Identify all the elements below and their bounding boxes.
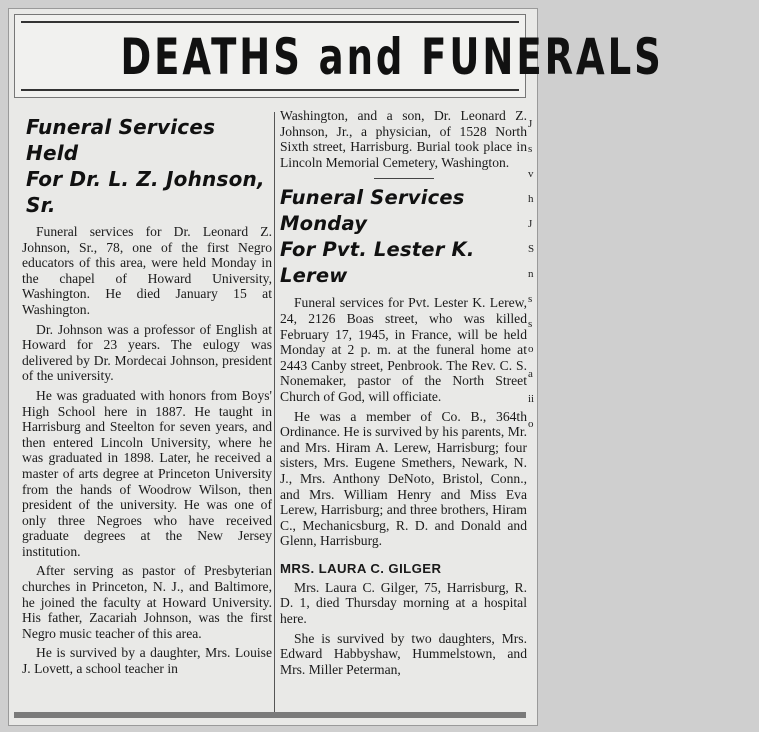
edge-fragment: s <box>528 293 533 305</box>
masthead-bottom-rule <box>21 89 519 91</box>
lerew-paragraph-1: Funeral services for Pvt. Lester K. Lerew, 24, 2126 Boas street, who was killed February 17, 1945, in France, will be held Monday at 2 p. m. at the funeral home at 2443 Canby street, Penbrook. The Rev. C. S. Nonemaker, pastor of the North Street Church of God, will officiate. <box>280 295 527 404</box>
gilger-paragraph-2: She is survived by two daughters, Mrs. Edward Habbyshaw, Hummelstown, and Mrs. Miller Peterman, <box>280 630 527 677</box>
edge-fragment: s <box>528 143 533 155</box>
masthead-top-rule <box>21 21 519 23</box>
johnson-paragraph-2: Dr. Johnson was a professor of English at Howard for 23 years. The eulogy was delivered by Dr. Mordecai Johnson, president of the university. <box>22 321 272 384</box>
masthead-title-text: DEATHS and FUNERALS <box>120 28 664 86</box>
johnson-paragraph-5: He is survived by a daughter, Mrs. Louise J. Lovett, a school teacher in <box>22 645 272 677</box>
edge-fragment: n <box>528 268 534 280</box>
lerew-headline-line2: For Pvt. Lester K. Lerew <box>280 238 475 288</box>
edge-fragment: s <box>528 318 533 330</box>
edge-fragment: h <box>528 193 534 205</box>
adjacent-column-fragments <box>528 112 540 712</box>
johnson-headline-line1: Funeral Services Held <box>26 115 216 165</box>
edge-fragment: o <box>528 343 534 355</box>
johnson-continued: Washington, and a son, Dr. Leonard Z. Johnson, Jr., a physician, of 1528 North Sixth street, Harrisburg. Burial took place in Lincoln Memorial Cemetery, Washington. <box>280 108 527 170</box>
edge-fragment: S <box>528 243 535 255</box>
masthead-title <box>25 27 664 87</box>
edge-fragment: a <box>528 368 533 380</box>
section-masthead <box>14 14 664 98</box>
edge-fragment: ii <box>528 393 535 405</box>
column-divider <box>274 112 275 712</box>
lerew-paragraph-2: He was a member of Co. B., 364th Ordinance. He is survived by his parents, Mr. and Mrs. Hiram A. Lerew, Harrisburg; four sisters, Mrs. Eugene Smethers, Newark, N. J., Mrs. Anthony DeNoto, Bristol, Conn., and Mrs. William Henry and Miss Eva Lerew, Harrisburg; and three brothers, Hiram C., Mechanicsburg, R. D. and Donald and Glenn, Harrisburg. <box>280 408 527 549</box>
edge-fragment: J <box>528 218 533 230</box>
edge-fragment: J <box>528 118 533 130</box>
johnson-paragraph-3: He was graduated with honors from Boys' High School here in 1887. He taught in Harrisburg and Steelton for seven years, and then entered Lincoln University, where he was graduated in 1898. Later, he received a master of arts degree at Princeton University from the hands of Woodrow Wilson, then president of the university. He was one of only three Negroes who have received graduate degrees at the New Jersey institution. <box>22 387 272 559</box>
column-right <box>280 108 527 677</box>
scan-bottom-border <box>14 712 526 718</box>
johnson-headline-line2: For Dr. L. Z. Johnson, Sr. <box>26 167 265 217</box>
gilger-paragraph-1: Mrs. Laura C. Gilger, 75, Harrisburg, R. D. 1, died Thursday morning at a hospital here. <box>280 579 527 627</box>
johnson-paragraph-4: After serving as pastor of Presbyterian churches in Princeton, N. J., and Baltimore, he joined the faculty at Howard University. His father, Zacariah Johnson, was the first Negro music teacher of this area. <box>22 563 272 641</box>
column-left <box>22 112 272 677</box>
johnson-headline <box>26 114 272 218</box>
johnson-paragraph-1: Funeral services for Dr. Leonard Z. Johnson, Sr., 78, one of the first Negro educators of this area, were held Monday in the chapel of Howard University, Washington. He died January 15 at Washington. <box>22 224 272 317</box>
edge-fragment: v <box>528 168 534 180</box>
edge-fragment: o <box>528 418 534 430</box>
lerew-headline <box>280 185 527 289</box>
lerew-headline-line1: Funeral Services Monday <box>280 186 465 236</box>
article-separator <box>374 178 434 179</box>
gilger-headline: MRS. LAURA C. GILGER <box>280 560 442 576</box>
